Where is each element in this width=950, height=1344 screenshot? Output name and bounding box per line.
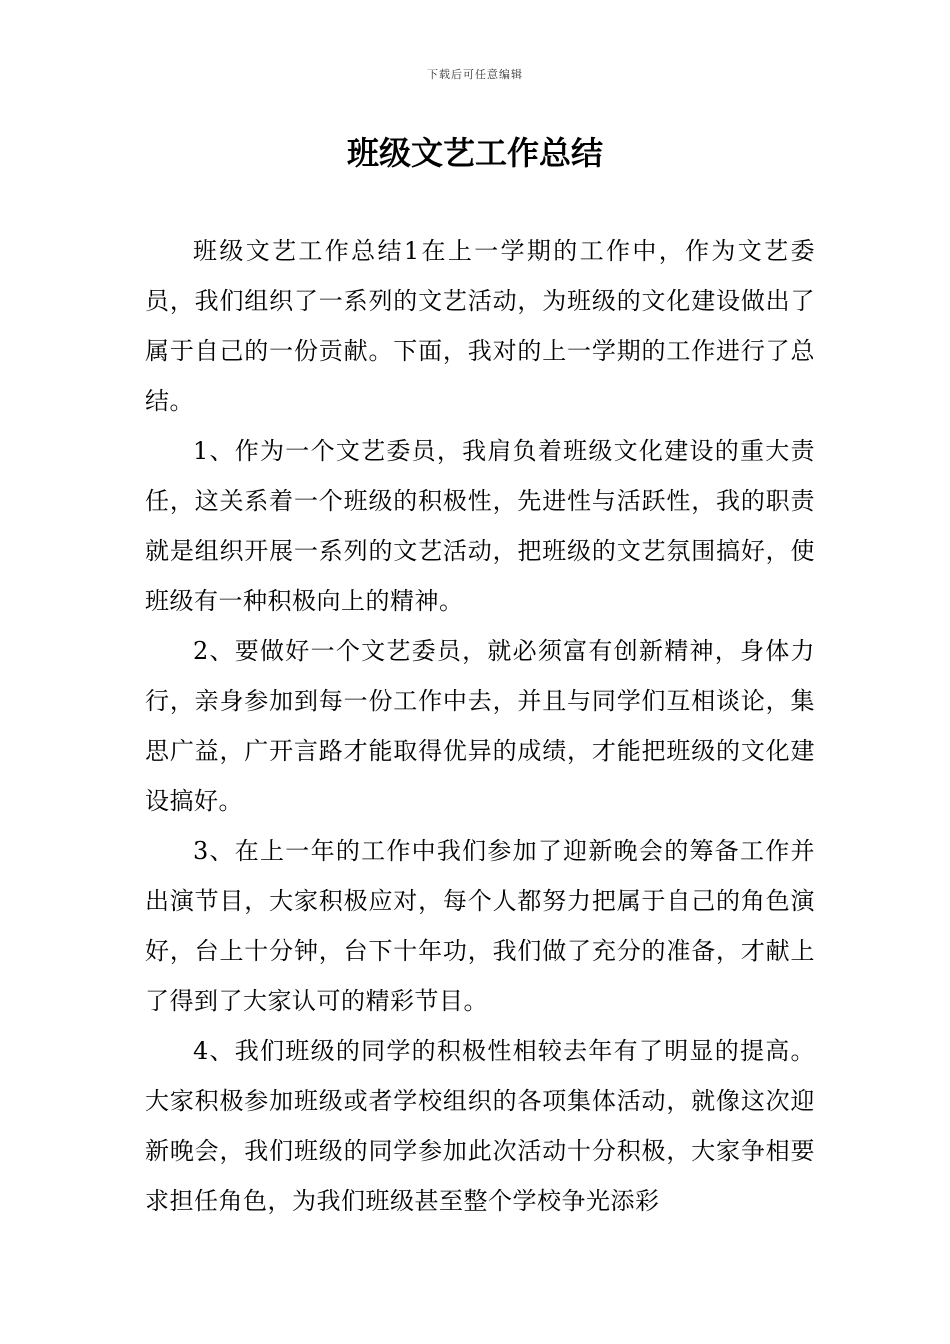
paragraph-1: 1、作为一个文艺委员，我肩负着班级文化建设的重大责任，这关系着一个班级的积极性，先进性与活跃性，我的职责就是组织开展一系列的文艺活动，把班级的文艺氛围搞好，使班级有一种积极向上的精神。 [145,437,815,615]
paragraph-4: 4、我们班级的同学的积极性相较去年有了明显的提高。大家积极参加班级或者学校组织的各项集体活动，就像这次迎新晚会，我们班级的同学参加此次活动十分积极，大家争相要求担任角色，为我们班级甚至整个学校争光添彩 [145,1037,815,1215]
document-body [145,226,815,1226]
paragraph-3: 3、在上一年的工作中我们参加了迎新晚会的筹备工作并出演节目，大家积极应对，每个人都努力把属于自己的角色演好，台上十分钟，台下十年功，我们做了充分的准备，才献上了得到了大家认可的精彩节目。 [145,837,815,1015]
header-note: 下载后可任意编辑 [427,68,523,81]
paragraph-2: 2、要做好一个文艺委员，就必须富有创新精神，身体力行，亲身参加到每一份工作中去，并且与同学们互相谈论，集思广益，广开言路才能取得优异的成绩，才能把班级的文化建设搞好。 [145,637,815,815]
document-title: 班级文艺工作总结 [346,134,603,172]
paragraph-intro: 班级文艺工作总结1在上一学期的工作中，作为文艺委员，我们组织了一系列的文艺活动，为班级的文化建设做出了属于自己的一份贡献。下面，我对的上一学期的工作进行了总结。 [145,237,815,415]
